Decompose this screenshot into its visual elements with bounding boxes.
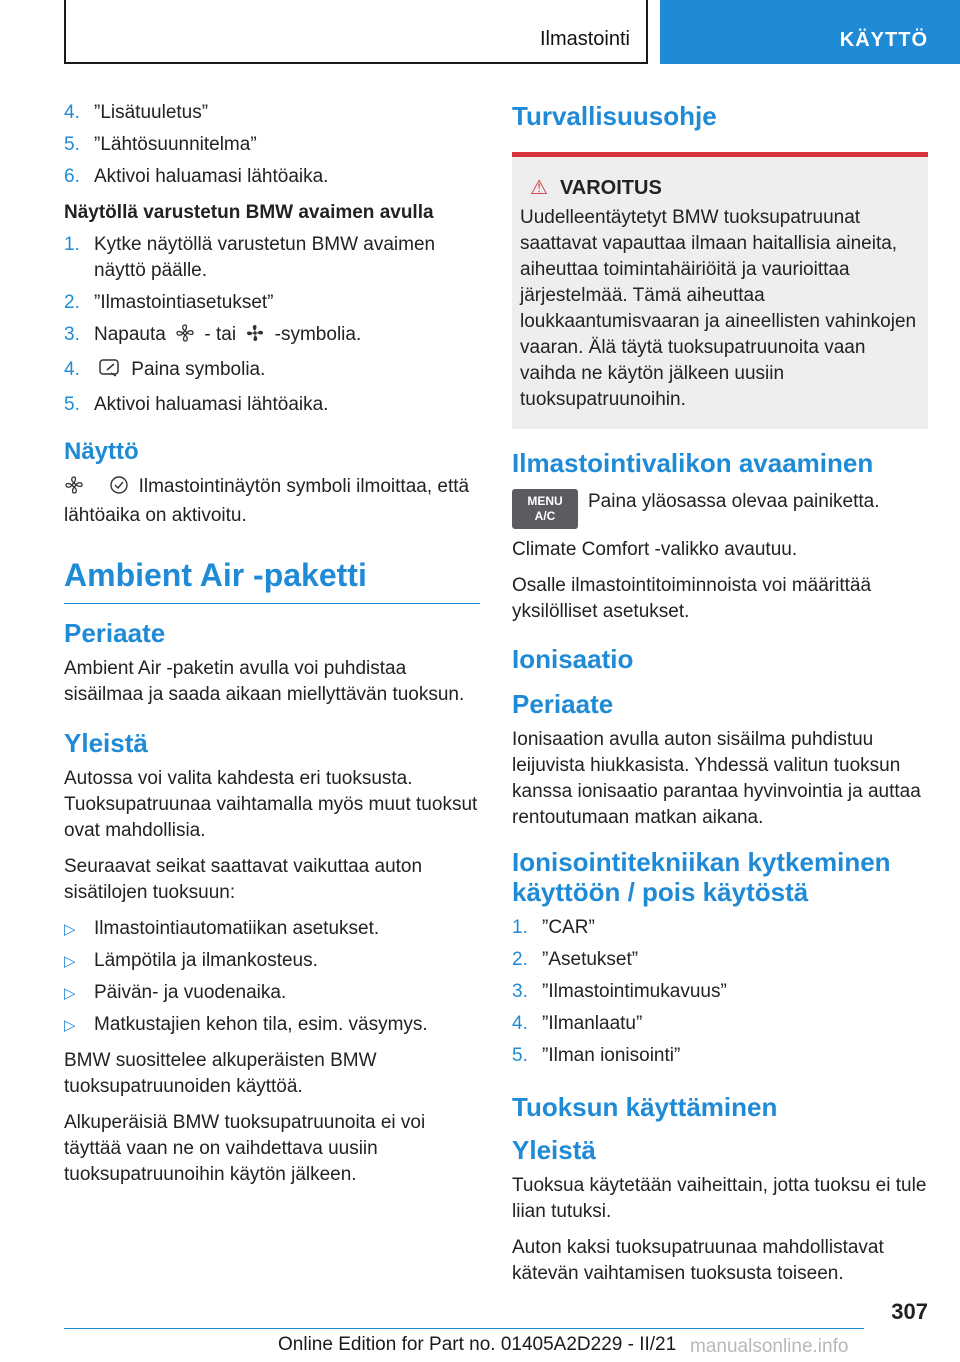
step-text: Paina symbolia. xyxy=(131,359,266,380)
page-number: 307 xyxy=(891,1299,928,1324)
list-item xyxy=(64,100,480,126)
key-steps-list xyxy=(64,232,480,418)
step-text: ”Ilman ionisointi” xyxy=(542,1045,681,1066)
general-paragraph-4: Alkuperäisiä BMW tuoksupatruunoita ei voi täyttää vaan ne on vaihdettava uusiin tuoksupatruunoihin käytön jälkeen. xyxy=(64,1112,426,1185)
ion-toggle-heading: Ionisointitekniikan kytkeminen käyttöön / pois käytöstä xyxy=(512,847,891,907)
watermark: manualsonline.info xyxy=(690,1336,849,1357)
footer-divider xyxy=(64,1328,864,1329)
warning-title-text: VAROITUS xyxy=(559,177,662,199)
scent-general-heading: Yleistä xyxy=(512,1135,596,1165)
fan-icon xyxy=(175,323,195,351)
menu-button-line2: A/C xyxy=(534,509,556,523)
list-item xyxy=(64,290,480,316)
bullet-text: Päivän- ja vuodenaika. xyxy=(94,982,287,1003)
principle-text: Ambient Air -paketin avulla voi puhdistaa sisäilmaa ja saada aikaan miellyttävän tuoksun. xyxy=(64,658,465,705)
list-item xyxy=(64,916,480,942)
step-number: 4. xyxy=(64,359,80,380)
bullet-text: Lämpötila ja ilmankosteus. xyxy=(94,950,318,971)
step-text: ”Ilmastointiasetukset” xyxy=(94,292,274,313)
factors-list xyxy=(64,916,480,1038)
bullet-triangle-icon: ▷ xyxy=(64,921,76,938)
menu-button-line1: MENU xyxy=(527,494,563,508)
list-item xyxy=(512,1043,928,1069)
ion-steps-list xyxy=(512,915,928,1069)
step-number: 4. xyxy=(64,102,80,123)
display-heading: Näyttö xyxy=(64,438,139,465)
bullet-triangle-icon: ▷ xyxy=(64,953,76,970)
ion-principle-text: Ionisaation avulla auton sisäilma puhdistuu leijuvista hiukkasista. Yhdessä valitun tuoksun kanssa ionisaatio parantaa hyvinvointia ja auttaa rentoutumaan matkan aikana. xyxy=(512,729,921,828)
menu-instruction xyxy=(512,489,928,529)
bullet-triangle-icon: ▷ xyxy=(64,1017,76,1034)
step-number: 5. xyxy=(64,134,80,155)
page-header xyxy=(0,0,960,66)
bullet-text: Ilmastointiautomatiikan asetukset. xyxy=(94,918,380,939)
list-item xyxy=(64,322,480,351)
step-text-mid: - tai xyxy=(204,324,237,345)
ion-principle-heading: Periaate xyxy=(512,689,614,719)
list-item xyxy=(64,392,480,418)
menu-ac-button-icon xyxy=(512,489,578,529)
timer-clock-icon xyxy=(109,475,129,503)
step-number: 1. xyxy=(512,917,528,938)
step-number: 2. xyxy=(512,949,528,970)
menu-heading: Ilmastointivalikon avaaminen xyxy=(512,448,874,478)
header-chapter-label: KÄYTTÖ xyxy=(839,29,928,51)
key-display-icon xyxy=(98,358,122,386)
step-text: ”Lisätuuletus” xyxy=(94,102,209,123)
step-number: 3. xyxy=(512,981,528,1002)
key-heading: Näytöllä varustetun BMW avaimen avulla xyxy=(64,202,434,223)
step-text: Aktivoi haluamasi lähtöaika. xyxy=(94,394,329,415)
step-number: 3. xyxy=(64,324,80,345)
menu-paragraph-1: Climate Comfort -valikko avautuu. xyxy=(512,539,798,560)
menu-text: Paina yläosassa olevaa painiketta. xyxy=(588,491,880,512)
list-item xyxy=(64,1012,480,1038)
display-text: Ilmastointinäytön symboli ilmoittaa, että lähtöaika on aktivoitu. xyxy=(64,476,470,526)
step-text-end: -symbolia. xyxy=(274,324,362,345)
display-paragraph xyxy=(64,474,480,529)
list-item xyxy=(64,164,480,190)
scent-paragraph-1: Tuoksua käytetään vaiheittain, jotta tuoksu ei tule liian tutuksi. xyxy=(512,1175,927,1222)
step-text: Napauta xyxy=(94,324,166,345)
general-heading: Yleistä xyxy=(64,728,148,758)
warning-title xyxy=(520,175,920,201)
menu-paragraph-2: Osalle ilmastointitoiminnoista voi määrittää yksilölliset asetukset. xyxy=(512,575,872,622)
step-number: 4. xyxy=(512,1013,528,1034)
footer-edition: Online Edition for Part no. 01405A2D229 - II/21 xyxy=(278,1334,677,1355)
ion-heading: Ionisaatio xyxy=(512,644,634,674)
step-text: Kytke näytöllä varustetun BMW avaimen näyttö päälle. xyxy=(94,234,436,281)
step-text: ”Ilmastointimukavuus” xyxy=(542,981,727,1002)
step-text: ”Lähtösuunnitelma” xyxy=(94,134,257,155)
step-text: ”CAR” xyxy=(542,917,595,938)
safety-heading: Turvallisuusohje xyxy=(512,101,717,131)
step-number: 5. xyxy=(64,394,80,415)
principle-heading: Periaate xyxy=(64,618,166,648)
list-item xyxy=(512,947,928,973)
fan-bold-icon xyxy=(245,323,265,351)
list-item xyxy=(64,132,480,158)
scent-paragraph-2: Auton kaksi tuoksupatruunaa mahdollistavat kätevän vaihtamisen tuoksusta toiseen. xyxy=(512,1237,884,1284)
ambient-heading: Ambient Air -paketti xyxy=(64,555,480,604)
fan-icon xyxy=(64,475,84,503)
list-item xyxy=(512,1011,928,1037)
general-paragraph-2: Seuraavat seikat saattavat vaikuttaa auton sisätilojen tuoksuun: xyxy=(64,856,423,903)
warning-text: Uudelleentäytetyt BMW tuoksupatruunat saattavat vapauttaa ilmaan haitallisia aineita, aiheuttaa toimintahäiriöitä ja vaurioittaa järjestelmää. Tämä aiheuttaa loukkaantumisvaaran ja aineellisten vahinkojen vaaran. Älä täytä tuoksupatruunoita vaan vaihda ne käytön jälkeen uusiin tuoksupatruunoihin. xyxy=(520,207,917,410)
step-number: 1. xyxy=(64,234,80,255)
header-section-box xyxy=(64,0,648,64)
list-item xyxy=(512,979,928,1005)
warning-box xyxy=(512,152,928,429)
left-column xyxy=(64,100,480,1198)
warning-triangle-icon: ⚠ xyxy=(530,177,548,199)
step-text: ”Asetukset” xyxy=(542,949,639,970)
step-text: Aktivoi haluamasi lähtöaika. xyxy=(94,166,329,187)
step-text: ”Ilmanlaatu” xyxy=(542,1013,643,1034)
bullet-triangle-icon: ▷ xyxy=(64,985,76,1002)
general-paragraph-1: Autossa voi valita kahdesta eri tuoksusta. Tuoksupatruunaa vaihtamalla myös muut tuoksut ovat mahdollisia. xyxy=(64,768,478,841)
header-chapter-tab[interactable] xyxy=(660,0,960,64)
step-number: 2. xyxy=(64,292,80,313)
step-number: 6. xyxy=(64,166,80,187)
list-item xyxy=(512,915,928,941)
departure-steps-list xyxy=(64,100,480,190)
list-item xyxy=(64,948,480,974)
bullet-text: Matkustajien kehon tila, esim. väsymys. xyxy=(94,1014,428,1035)
step-number: 5. xyxy=(512,1045,528,1066)
header-section-title: Ilmastointi xyxy=(539,28,630,50)
list-item xyxy=(64,357,480,386)
general-paragraph-3: BMW suosittelee alkuperäisten BMW tuoksupatruunoiden käyttöä. xyxy=(64,1050,377,1097)
scent-heading: Tuoksun käyttäminen xyxy=(512,1092,778,1122)
right-column xyxy=(512,100,928,1297)
list-item xyxy=(64,980,480,1006)
list-item xyxy=(64,232,480,284)
